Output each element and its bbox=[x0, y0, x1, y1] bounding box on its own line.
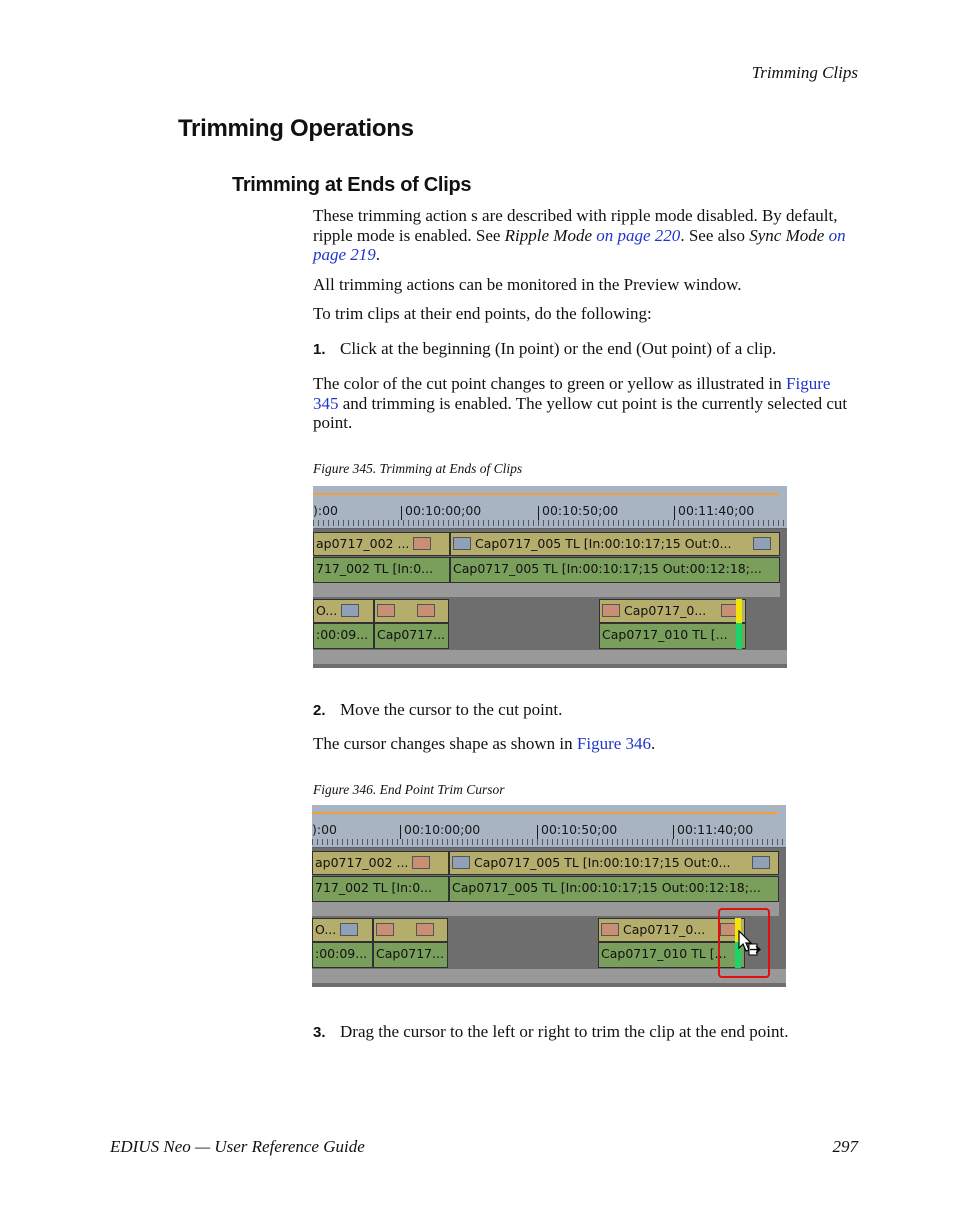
step-2: 2. Move the cursor to the cut point. bbox=[313, 700, 563, 719]
running-header: Trimming Clips bbox=[751, 63, 858, 82]
timeline-ruler: ):00 00:10:00;00 00:10:50;00 00:11:40;00 bbox=[313, 486, 787, 529]
audio-clip[interactable]: Cap0717... bbox=[373, 942, 448, 968]
green-cut-point[interactable] bbox=[736, 623, 742, 649]
clip-thumbnail-icon bbox=[416, 923, 434, 936]
subsection-title: Trimming at Ends of Clips bbox=[232, 174, 472, 196]
video-clip[interactable]: Cap0717_0... bbox=[598, 918, 745, 942]
audio-clip[interactable]: Cap0717_005 TL [In:00:10:17;15 Out:00:12:18;... bbox=[449, 876, 779, 902]
audio-clip[interactable]: 717_002 TL [In:0... bbox=[312, 876, 449, 902]
audio-clip[interactable]: 717_002 TL [In:0... bbox=[313, 557, 450, 583]
cursor-paragraph: The cursor changes shape as shown in Figure 346. bbox=[313, 734, 656, 753]
step-1: 1. Click at the beginning (In point) or the end (Out point) of a clip. bbox=[313, 339, 777, 358]
ripple-mode-ref: Ripple Mode bbox=[504, 225, 593, 245]
audio-clip[interactable]: Cap0717_010 TL [... bbox=[599, 623, 746, 649]
video-clip[interactable] bbox=[373, 918, 448, 942]
figure-345-timeline bbox=[313, 486, 787, 668]
video-clip[interactable] bbox=[374, 599, 449, 623]
link-figure-346[interactable]: Figure 346 bbox=[576, 734, 652, 753]
clip-thumbnail-icon bbox=[752, 856, 770, 869]
timeline-ruler: ):00 00:10:00;00 00:10:50;00 00:11:40;00 bbox=[312, 805, 786, 848]
clip-thumbnail-icon bbox=[413, 537, 431, 550]
video-clip[interactable]: Cap0717_005 TL [In:00:10:17;15 Out:0... bbox=[450, 532, 780, 556]
link-page-220[interactable]: on page 220 bbox=[596, 225, 681, 245]
intro-paragraph: These trimming action s are described with ripple mode disabled. By default, ripple mode is enabled. See Ripple Mode on page 220. See also Sync Mode on page 219. bbox=[313, 206, 846, 264]
step-3: 3. Drag the cursor to the left or right to trim the clip at the end point. bbox=[313, 1022, 789, 1041]
monitor-paragraph: All trimming actions can be monitored in the Preview window. bbox=[313, 275, 742, 294]
figure-346-caption: Figure 346. End Point Trim Cursor bbox=[313, 782, 505, 797]
clip-thumbnail-icon bbox=[602, 604, 620, 617]
clip-thumbnail-icon bbox=[341, 604, 359, 617]
instruction-paragraph: To trim clips at their end points, do the following: bbox=[313, 304, 652, 323]
audio-clip[interactable]: Cap0717_005 TL [In:00:10:17;15 Out:00:12:18;... bbox=[450, 557, 780, 583]
audio-clip[interactable]: Cap0717_010 TL [... bbox=[598, 942, 745, 968]
clip-thumbnail-icon bbox=[340, 923, 358, 936]
audio-clip[interactable]: :00:09... bbox=[313, 623, 374, 649]
video-clip[interactable]: ap0717_002 ... bbox=[312, 851, 449, 875]
link-page-219[interactable]: on page 219 bbox=[313, 225, 846, 264]
clip-thumbnail-icon bbox=[753, 537, 771, 550]
audio-clip[interactable]: Cap0717... bbox=[374, 623, 449, 649]
video-clip[interactable]: ap0717_002 ... bbox=[313, 532, 450, 556]
sync-mode-ref: Sync Mode bbox=[749, 225, 825, 245]
clip-thumbnail-icon bbox=[601, 923, 619, 936]
footer-guide-title: EDIUS Neo — User Reference Guide bbox=[110, 1137, 365, 1156]
cut-point-paragraph: The color of the cut point changes to green or yellow as illustrated in Figure 345 and trimming is enabled. The yellow cut point is the currently selected cut point. bbox=[313, 374, 848, 432]
clip-thumbnail-icon bbox=[412, 856, 430, 869]
page-number: 297 bbox=[832, 1137, 858, 1156]
section-title: Trimming Operations bbox=[178, 115, 414, 142]
figure-345-caption: Figure 345. Trimming at Ends of Clips bbox=[313, 461, 523, 476]
trim-cursor-icon bbox=[737, 930, 765, 960]
audio-clip[interactable]: :00:09... bbox=[312, 942, 373, 968]
video-clip[interactable]: Cap0717_005 TL [In:00:10:17;15 Out:0... bbox=[449, 851, 779, 875]
yellow-cut-point[interactable] bbox=[736, 599, 742, 623]
video-clip[interactable]: O... bbox=[312, 918, 373, 942]
clip-thumbnail-icon bbox=[376, 923, 394, 936]
link-figure-345[interactable]: Figure 345 bbox=[313, 374, 831, 413]
clip-thumbnail-icon bbox=[417, 604, 435, 617]
clip-thumbnail-icon bbox=[453, 537, 471, 550]
clip-thumbnail-icon bbox=[377, 604, 395, 617]
video-clip[interactable]: Cap0717_0... bbox=[599, 599, 746, 623]
video-clip[interactable]: O... bbox=[313, 599, 374, 623]
figure-346-timeline bbox=[312, 805, 786, 987]
clip-thumbnail-icon bbox=[452, 856, 470, 869]
